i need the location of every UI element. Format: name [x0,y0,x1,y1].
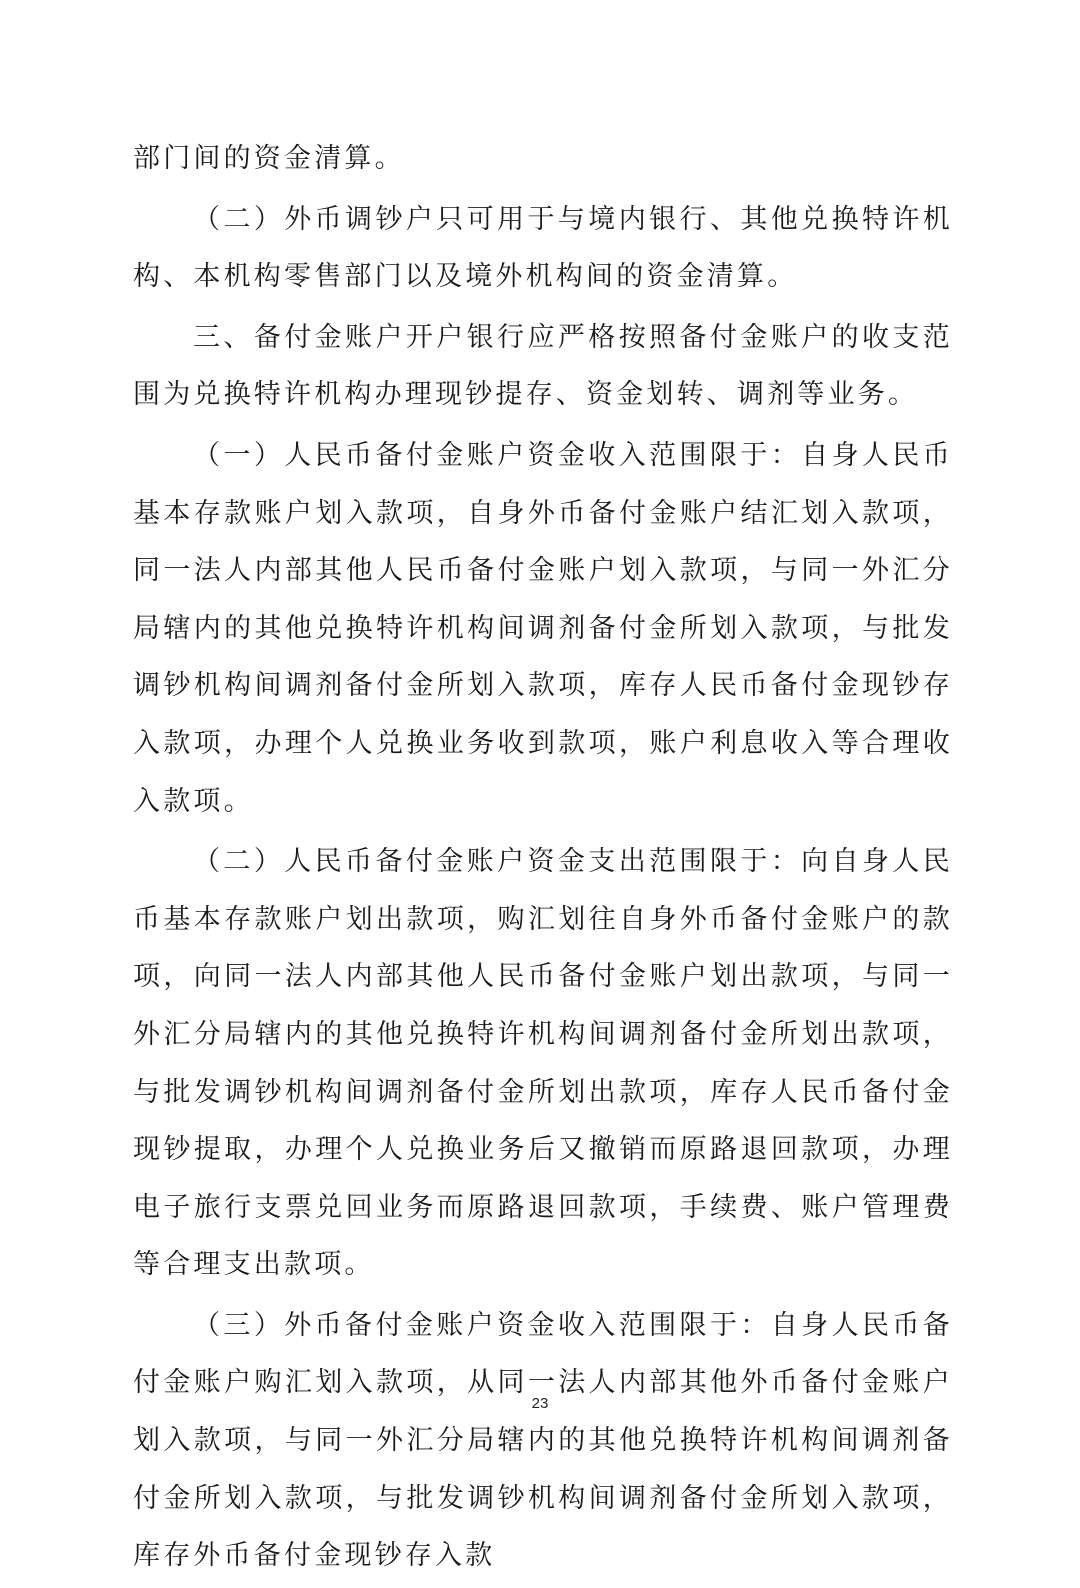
document-body [133,130,953,1588]
paragraph-foreign-reserve-income-scope: （三）外币备付金账户资金收入范围限于：自身人民币备付金账户购汇划入款项，从同一法人内部其他外币备付金账户划入款项，与同一外汇分局辖内的其他兑换特许机构间调剂备付金所划入款项，与批发调钞机构间调剂备付金所划入款项，库存外币备付金现钞存入款 [133,1309,953,1572]
paragraph-rmb-reserve-expenditure-scope: （二）人民币备付金账户资金支出范围限于：向自身人民币基本存款账户划出款项，购汇划往自身外币备付金账户的款项，向同一法人内部其他人民币备付金账户划出款项，与同一外汇分局辖内的其他兑换特许机构间调剂备付金所划出款项，与批发调钞机构间调剂备付金所划出款项，库存人民币备付金现钞提取，办理个人兑换业务后又撤销而原路退回款项，办理电子旅行支票兑回业务而原路退回款项，手续费、账户管理费等合理支出款项。 [133,846,953,1281]
page-number: 23 [531,1395,549,1412]
paragraph-continuation: 部门间的资金清算。 [133,143,405,174]
paragraph-foreign-currency-transfer-account: （二）外币调钞户只可用于与境内银行、其他兑换特许机构、本机构零售部门以及境外机构间的资金清算。 [133,203,953,293]
paragraph-reserve-account-bank-duties: 三、备付金账户开户银行应严格按照备付金账户的收支范围为兑换特许机构办理现钞提存、资金划转、调剂等业务。 [133,321,953,411]
paragraph-rmb-reserve-income-scope: （一）人民币备付金账户资金收入范围限于：自身人民币基本存款账户划入款项，自身外币备付金账户结汇划入款项，同一法人内部其他人民币备付金账户划入款项，与同一外汇分局辖内的其他兑换特许机构间调剂备付金所划入款项，与批发调钞机构间调剂备付金所划入款项，库存人民币备付金现钞存入款项，办理个人兑换业务收到款项，账户利息收入等合理收入款项。 [133,439,953,817]
